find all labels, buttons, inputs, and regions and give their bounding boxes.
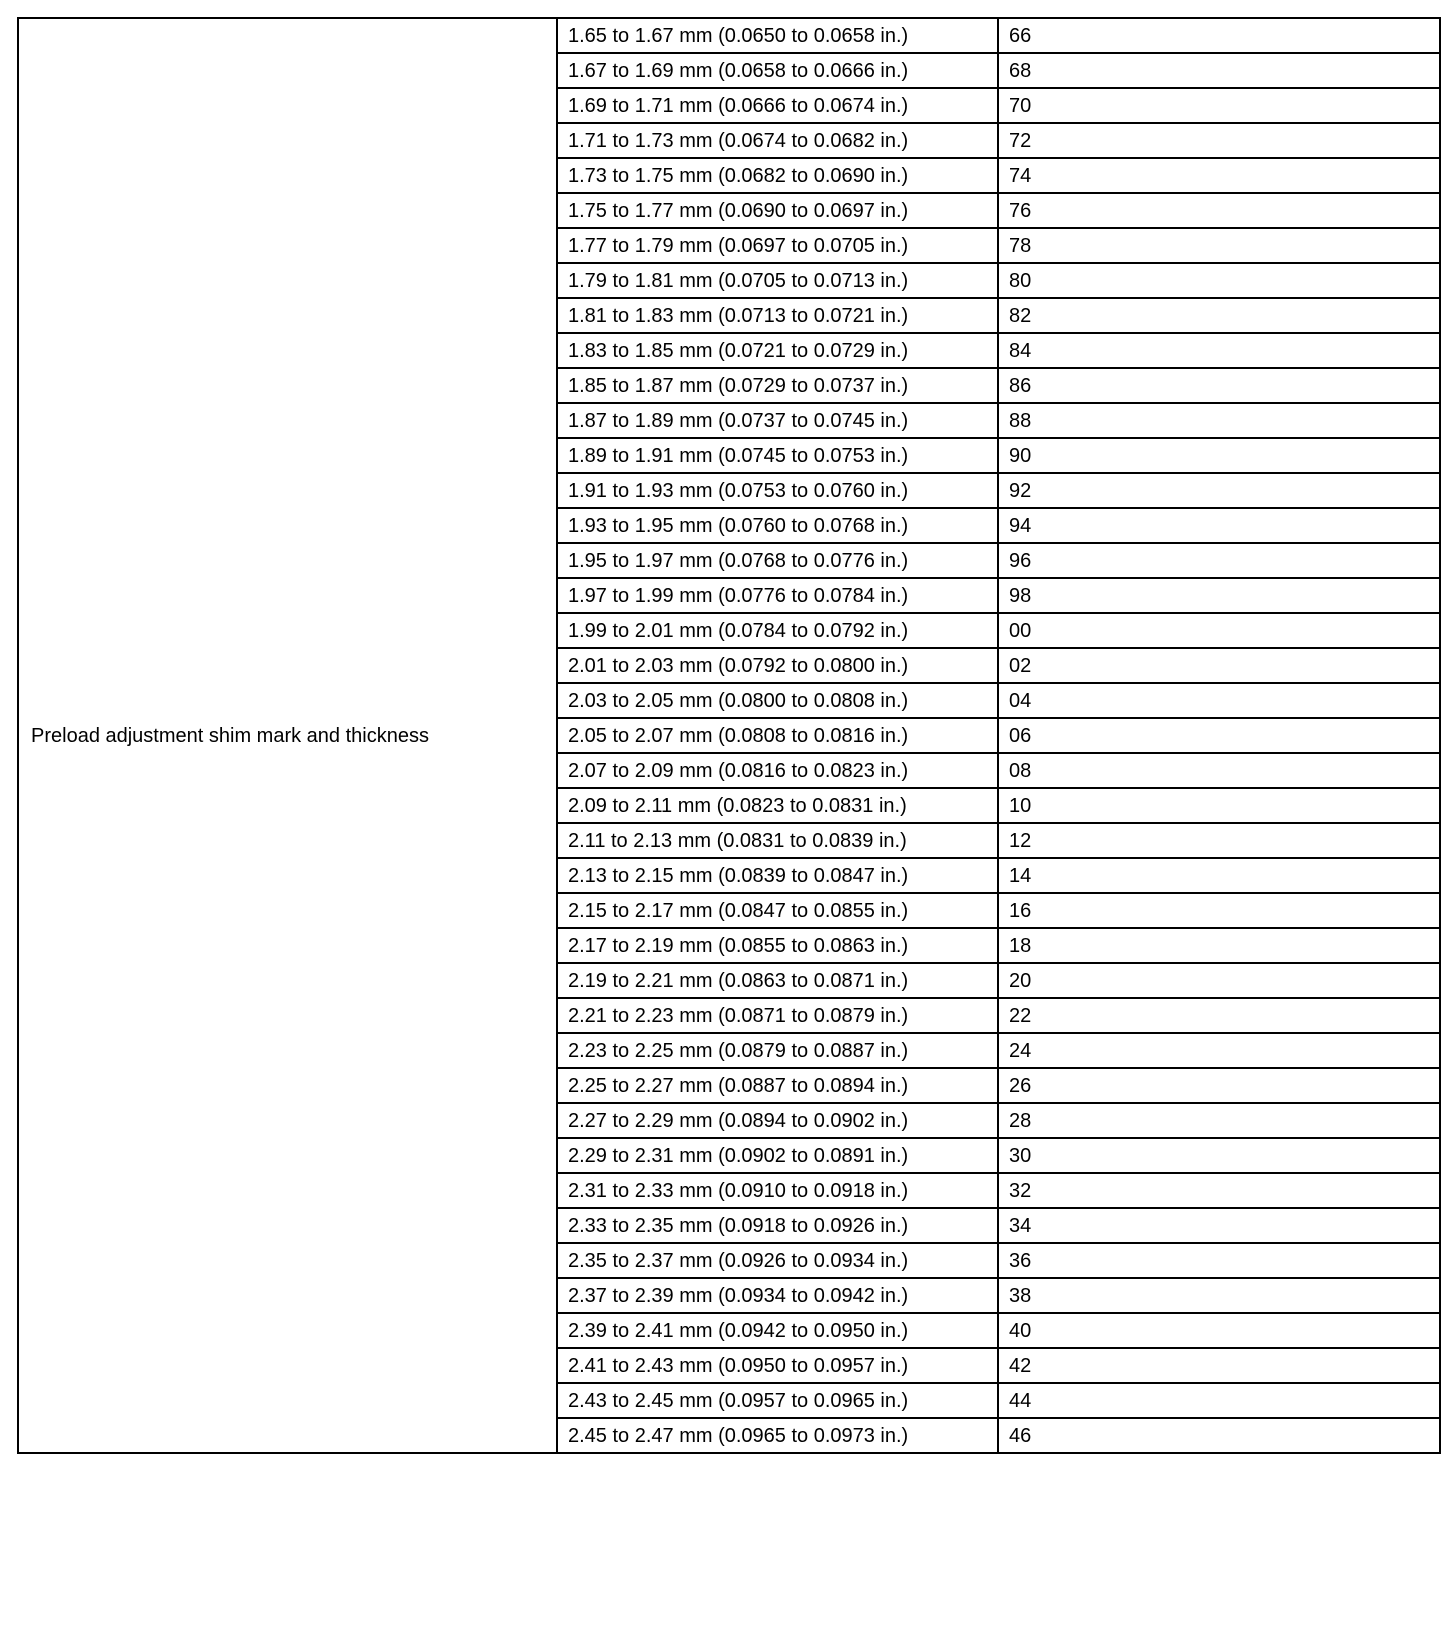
- shim-mark-cell: 26: [998, 1068, 1440, 1103]
- thickness-cell: 2.43 to 2.45 mm (0.0957 to 0.0965 in.): [557, 1383, 998, 1418]
- thickness-cell: 2.13 to 2.15 mm (0.0839 to 0.0847 in.): [557, 858, 998, 893]
- shim-mark-cell: 20: [998, 963, 1440, 998]
- shim-mark-cell: 46: [998, 1418, 1440, 1453]
- shim-mark-cell: 42: [998, 1348, 1440, 1383]
- shim-mark-cell: 98: [998, 578, 1440, 613]
- shim-mark-cell: 92: [998, 473, 1440, 508]
- shim-mark-cell: 04: [998, 683, 1440, 718]
- shim-mark-cell: 66: [998, 18, 1440, 53]
- shim-mark-cell: 80: [998, 263, 1440, 298]
- shim-mark-cell: 44: [998, 1383, 1440, 1418]
- thickness-cell: 2.05 to 2.07 mm (0.0808 to 0.0816 in.): [557, 718, 998, 753]
- thickness-cell: 1.99 to 2.01 mm (0.0784 to 0.0792 in.): [557, 613, 998, 648]
- shim-mark-cell: 94: [998, 508, 1440, 543]
- thickness-cell: 2.19 to 2.21 mm (0.0863 to 0.0871 in.): [557, 963, 998, 998]
- thickness-cell: 1.87 to 1.89 mm (0.0737 to 0.0745 in.): [557, 403, 998, 438]
- shim-mark-cell: 16: [998, 893, 1440, 928]
- shim-mark-cell: 00: [998, 613, 1440, 648]
- thickness-cell: 1.93 to 1.95 mm (0.0760 to 0.0768 in.): [557, 508, 998, 543]
- thickness-cell: 2.37 to 2.39 mm (0.0934 to 0.0942 in.): [557, 1278, 998, 1313]
- thickness-cell: 1.77 to 1.79 mm (0.0697 to 0.0705 in.): [557, 228, 998, 263]
- shim-mark-cell: 06: [998, 718, 1440, 753]
- shim-spec-label: Preload adjustment shim mark and thickness: [18, 18, 557, 1453]
- thickness-cell: 2.23 to 2.25 mm (0.0879 to 0.0887 in.): [557, 1033, 998, 1068]
- shim-mark-cell: 40: [998, 1313, 1440, 1348]
- thickness-cell: 2.17 to 2.19 mm (0.0855 to 0.0863 in.): [557, 928, 998, 963]
- shim-mark-cell: 30: [998, 1138, 1440, 1173]
- shim-mark-cell: 72: [998, 123, 1440, 158]
- thickness-cell: 2.03 to 2.05 mm (0.0800 to 0.0808 in.): [557, 683, 998, 718]
- thickness-cell: 1.89 to 1.91 mm (0.0745 to 0.0753 in.): [557, 438, 998, 473]
- shim-mark-cell: 86: [998, 368, 1440, 403]
- shim-mark-cell: 22: [998, 998, 1440, 1033]
- shim-mark-cell: 14: [998, 858, 1440, 893]
- shim-spec-table: [17, 17, 1441, 1454]
- shim-mark-cell: 12: [998, 823, 1440, 858]
- shim-mark-cell: 88: [998, 403, 1440, 438]
- thickness-cell: 2.11 to 2.13 mm (0.0831 to 0.0839 in.): [557, 823, 998, 858]
- thickness-cell: 2.31 to 2.33 mm (0.0910 to 0.0918 in.): [557, 1173, 998, 1208]
- shim-mark-cell: 28: [998, 1103, 1440, 1138]
- shim-mark-cell: 24: [998, 1033, 1440, 1068]
- shim-mark-cell: 90: [998, 438, 1440, 473]
- shim-mark-cell: 84: [998, 333, 1440, 368]
- thickness-cell: 2.45 to 2.47 mm (0.0965 to 0.0973 in.): [557, 1418, 998, 1453]
- thickness-cell: 2.15 to 2.17 mm (0.0847 to 0.0855 in.): [557, 893, 998, 928]
- shim-mark-cell: 82: [998, 298, 1440, 333]
- shim-mark-cell: 02: [998, 648, 1440, 683]
- thickness-cell: 1.65 to 1.67 mm (0.0650 to 0.0658 in.): [557, 18, 998, 53]
- thickness-cell: 2.01 to 2.03 mm (0.0792 to 0.0800 in.): [557, 648, 998, 683]
- shim-spec-table-body: [18, 18, 1440, 1453]
- thickness-cell: 1.95 to 1.97 mm (0.0768 to 0.0776 in.): [557, 543, 998, 578]
- shim-mark-cell: 10: [998, 788, 1440, 823]
- thickness-cell: 1.73 to 1.75 mm (0.0682 to 0.0690 in.): [557, 158, 998, 193]
- thickness-cell: 2.35 to 2.37 mm (0.0926 to 0.0934 in.): [557, 1243, 998, 1278]
- shim-mark-cell: 76: [998, 193, 1440, 228]
- thickness-cell: 1.85 to 1.87 mm (0.0729 to 0.0737 in.): [557, 368, 998, 403]
- shim-mark-cell: 36: [998, 1243, 1440, 1278]
- thickness-cell: 2.07 to 2.09 mm (0.0816 to 0.0823 in.): [557, 753, 998, 788]
- thickness-cell: 2.39 to 2.41 mm (0.0942 to 0.0950 in.): [557, 1313, 998, 1348]
- thickness-cell: 1.75 to 1.77 mm (0.0690 to 0.0697 in.): [557, 193, 998, 228]
- thickness-cell: 2.25 to 2.27 mm (0.0887 to 0.0894 in.): [557, 1068, 998, 1103]
- thickness-cell: 2.27 to 2.29 mm (0.0894 to 0.0902 in.): [557, 1103, 998, 1138]
- shim-mark-cell: 96: [998, 543, 1440, 578]
- shim-mark-cell: 18: [998, 928, 1440, 963]
- thickness-cell: 2.21 to 2.23 mm (0.0871 to 0.0879 in.): [557, 998, 998, 1033]
- thickness-cell: 2.29 to 2.31 mm (0.0902 to 0.0891 in.): [557, 1138, 998, 1173]
- shim-mark-cell: 68: [998, 53, 1440, 88]
- shim-mark-cell: 78: [998, 228, 1440, 263]
- thickness-cell: 1.71 to 1.73 mm (0.0674 to 0.0682 in.): [557, 123, 998, 158]
- thickness-cell: 2.33 to 2.35 mm (0.0918 to 0.0926 in.): [557, 1208, 998, 1243]
- thickness-cell: 2.41 to 2.43 mm (0.0950 to 0.0957 in.): [557, 1348, 998, 1383]
- shim-mark-cell: 34: [998, 1208, 1440, 1243]
- shim-mark-cell: 70: [998, 88, 1440, 123]
- thickness-cell: 1.69 to 1.71 mm (0.0666 to 0.0674 in.): [557, 88, 998, 123]
- thickness-cell: 1.91 to 1.93 mm (0.0753 to 0.0760 in.): [557, 473, 998, 508]
- thickness-cell: 2.09 to 2.11 mm (0.0823 to 0.0831 in.): [557, 788, 998, 823]
- shim-mark-cell: 74: [998, 158, 1440, 193]
- thickness-cell: 1.67 to 1.69 mm (0.0658 to 0.0666 in.): [557, 53, 998, 88]
- shim-mark-cell: 32: [998, 1173, 1440, 1208]
- thickness-cell: 1.97 to 1.99 mm (0.0776 to 0.0784 in.): [557, 578, 998, 613]
- table-row: [18, 18, 1440, 53]
- shim-mark-cell: 38: [998, 1278, 1440, 1313]
- shim-mark-cell: 08: [998, 753, 1440, 788]
- thickness-cell: 1.81 to 1.83 mm (0.0713 to 0.0721 in.): [557, 298, 998, 333]
- thickness-cell: 1.79 to 1.81 mm (0.0705 to 0.0713 in.): [557, 263, 998, 298]
- thickness-cell: 1.83 to 1.85 mm (0.0721 to 0.0729 in.): [557, 333, 998, 368]
